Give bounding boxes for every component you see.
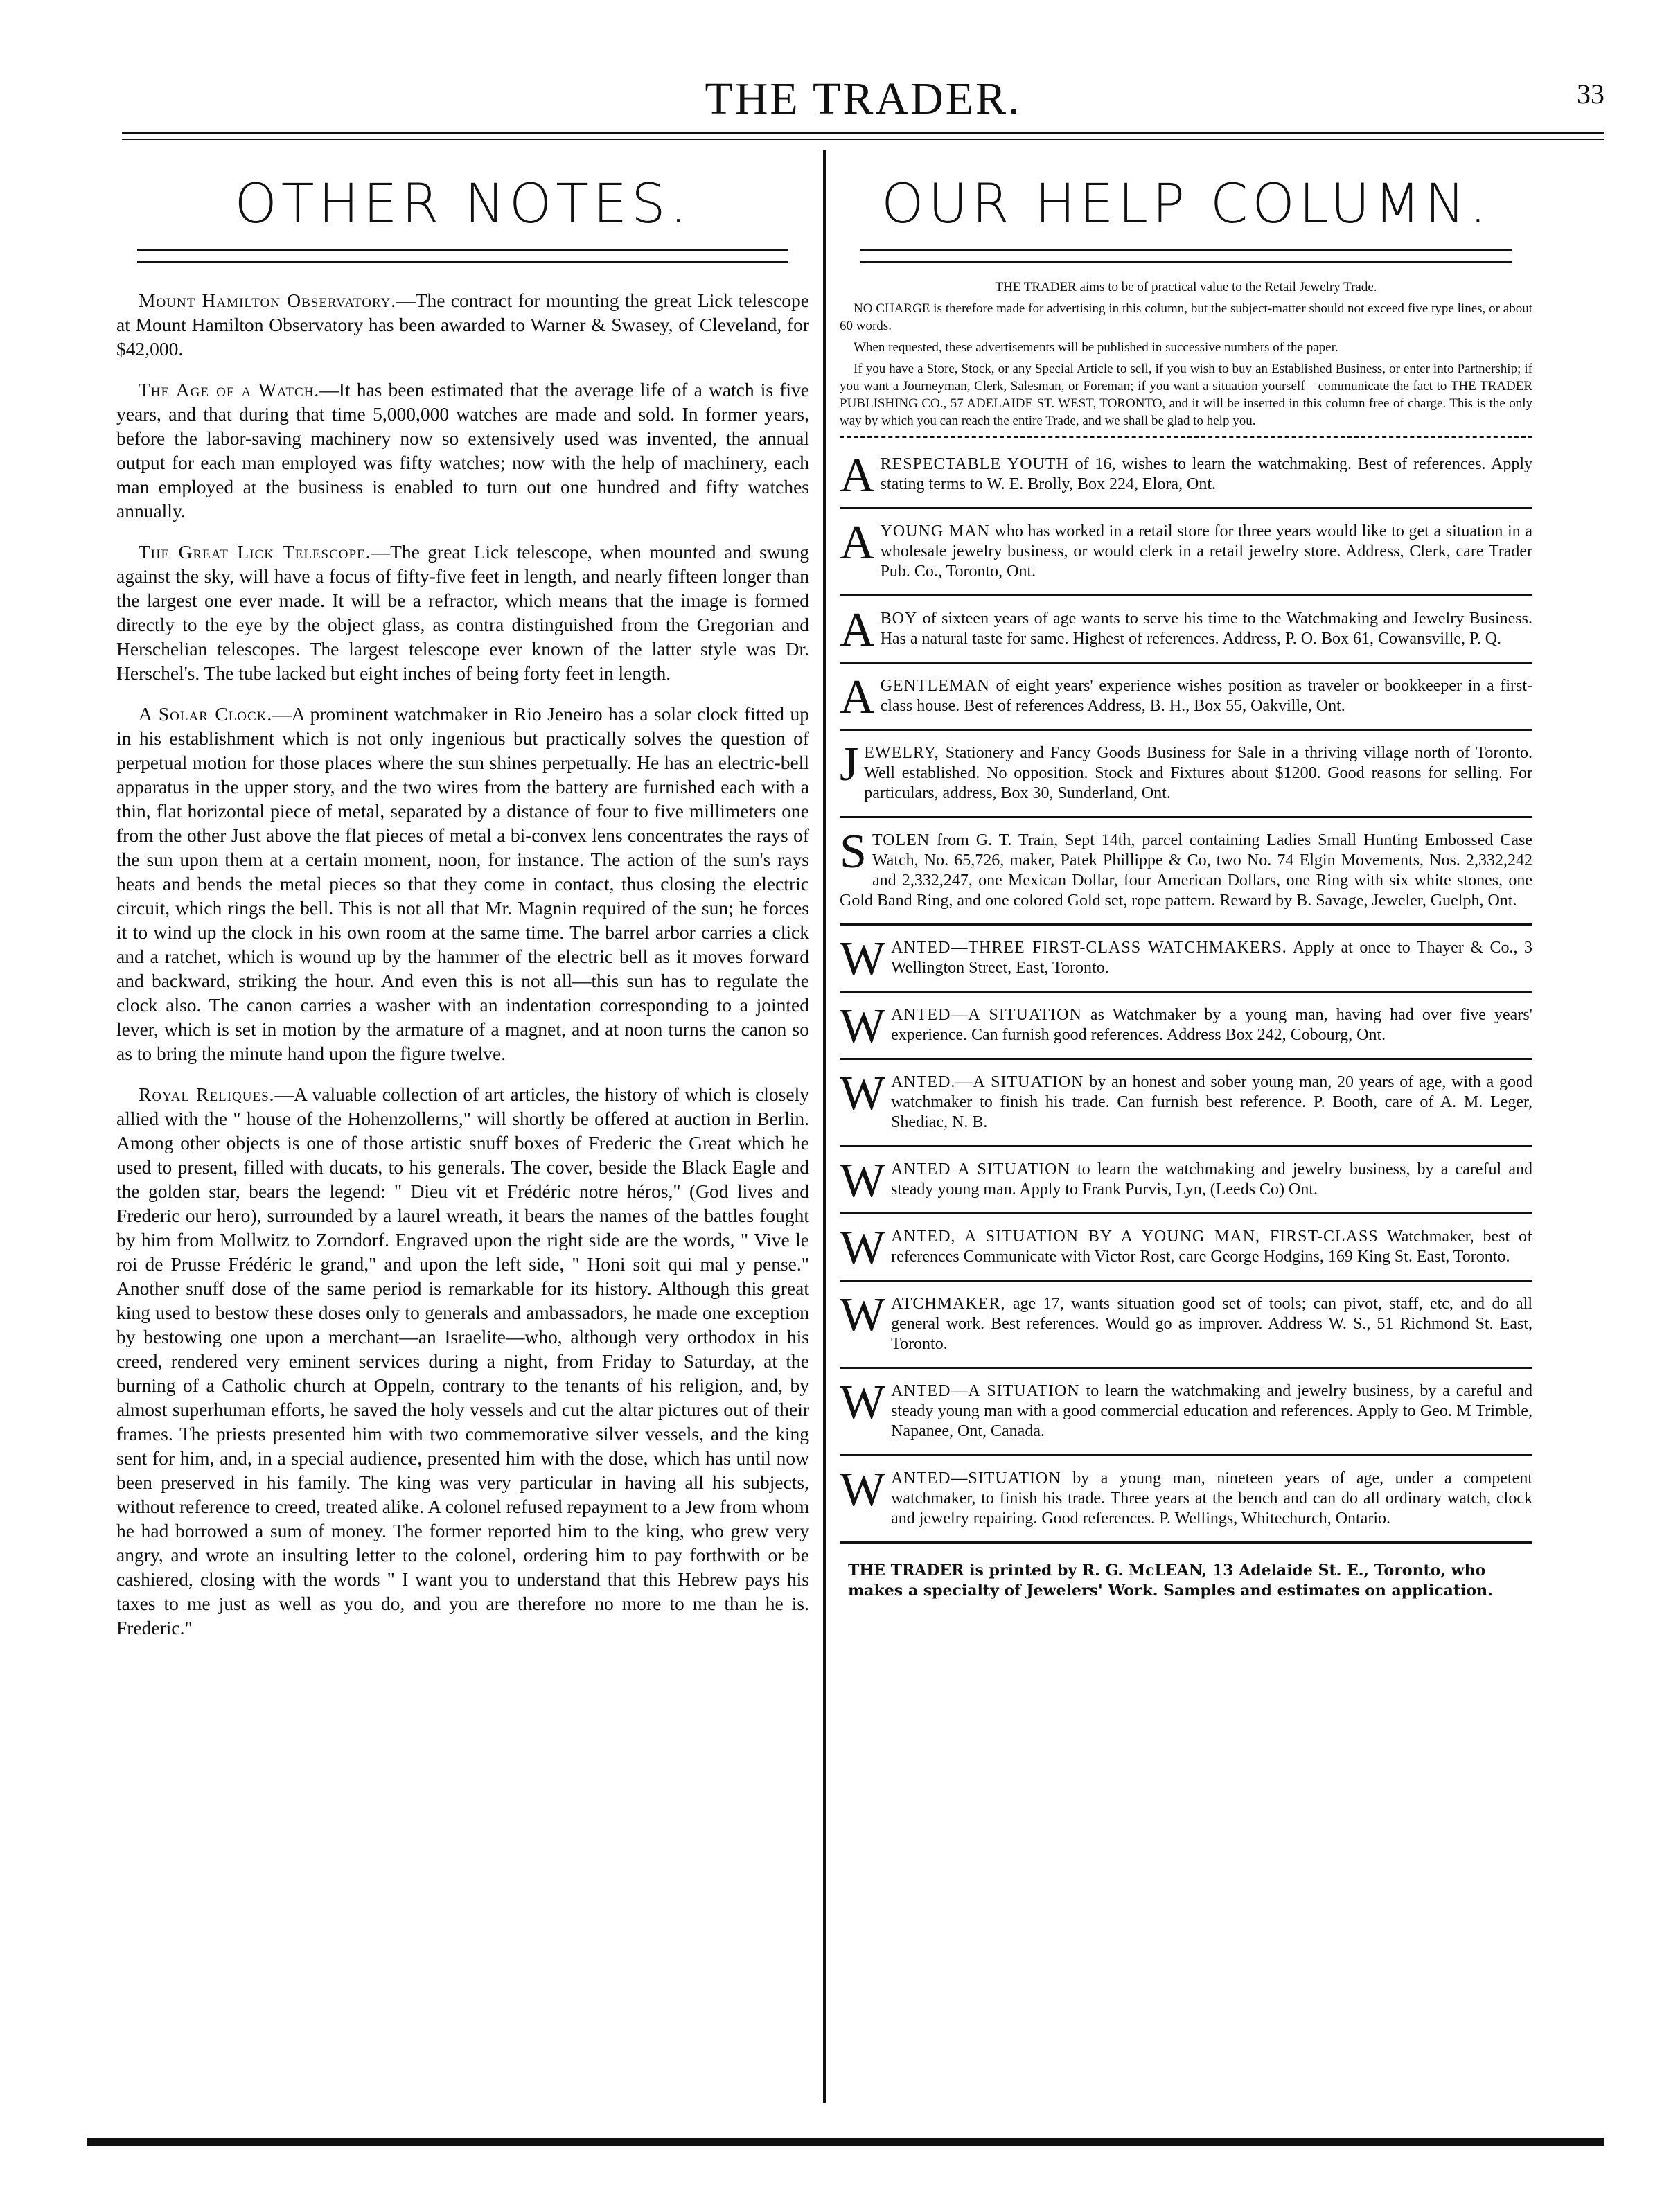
- page-number: 33: [1577, 78, 1604, 109]
- ad-text: who has worked in a retail store for three years would like to get a situation in a wholesale jewelry business, or would clerk in a retail jewelry store. Address, Clerk, care Trader Pub. Co., Toronto, Ont.: [880, 522, 1532, 581]
- classified-ad: [840, 664, 1532, 731]
- note-lead: Royal Reliques.: [139, 1083, 275, 1105]
- note-paragraph: [116, 1082, 809, 1640]
- ad-lead: ATCHMAKER,: [891, 1295, 1006, 1313]
- note-lead: The Great Lick Telescope.: [139, 541, 371, 563]
- drop-cap: W: [840, 932, 886, 986]
- ad-lead: ANTED—THREE FIRST-CLASS WATCHMAKERS.: [891, 939, 1287, 957]
- classified-ad: [840, 1456, 1532, 1544]
- ad-lead: ANTED.—A SITUATION: [891, 1073, 1084, 1091]
- classified-ad: [840, 509, 1532, 596]
- intro-line: If you have a Store, Stock, or any Special Article to sell, if you wish to buy an Established Business, or enter into Partnership; if you want a Journeyman, Clerk, Salesman, or Foreman; if you want a situation yourself—communicate the fact to THE TRADER PUBLISHING CO., 57 ADELAIDE ST. WEST, TORONTO, and it will be inserted in this column free of charge. This is the only way by which you can reach the entire Trade, and we shall be glad to help you.: [840, 362, 1532, 428]
- drop-cap: W: [840, 1376, 886, 1429]
- ad-lead: ANTED—A SITUATION: [891, 1006, 1082, 1024]
- ad-lead: ANTED—SITUATION: [891, 1469, 1061, 1487]
- ad-text: by a young man, nineteen years of age, under a competent watchmaker, to finish his trade. Three years at the bench and can do all ordinary watch, clock and jewelry repairing. Good references. P. Wellings, Whitechurch, Ontario.: [891, 1469, 1532, 1528]
- ad-text: from G. T. Train, Sept 14th, parcel containing Ladies Small Hunting Embossed Case Watch, No. 65,726, maker, Patek Phillippe & Co, two No. 74 Elgin Movements, Nos. 2,332,242 and 2,332,247, one Mexican Dollar, four American Dollars, one Ring with six white stones, one Gold Band Ring, and one colored Gold set, rope pattern. Reward by B. Savage, Jeweler, Guelph, Ont.: [840, 831, 1532, 910]
- note-paragraph: [116, 702, 809, 1065]
- classified-ad: [840, 731, 1532, 818]
- note-text: —The great Lick telescope, when mounted and swung against the sky, will have a focus of fifty-five feet in length, and nearly fifteen longer than the largest one ever made. It will be a refractor, which means that the image is formed directly to the eye by the object glass, as contra distinguished from the Gregorian and Herschelian telescopes. The largest telescope ever known of the latter style was Dr. Herschel's. The tube lacked but eight inches of being forty feet in length.: [116, 541, 809, 684]
- note-text: —The contract for mounting the great Lick telescope at Mount Hamilton Observatory has been awarded to Warner & Swasey, of Cleveland, for $42,000.: [116, 290, 809, 360]
- classified-ad: [840, 1147, 1532, 1214]
- ad-lead: ANTED—A SITUATION: [891, 1382, 1080, 1400]
- ad-text: Watchmaker, best of references Communicate with Victor Rost, care George Hodgins, 169 King St. East, Toronto.: [891, 1228, 1532, 1266]
- intro-line: THE TRADER aims to be of practical value to the Retail Jewelry Trade.: [995, 280, 1377, 294]
- classified-ad: [840, 1060, 1532, 1147]
- note-lead: Mount Hamilton Observatory.: [139, 290, 397, 311]
- drop-cap: W: [840, 1289, 886, 1342]
- note-paragraph: [116, 288, 809, 361]
- ad-lead: TOLEN: [872, 831, 930, 849]
- note-paragraph: [116, 378, 809, 523]
- note-lead: A Solar Clock.: [139, 703, 273, 725]
- intro-line: NO CHARGE is therefore made for advertising in this column, but the subject-matter should not exceed five type lines, or about 60 words.: [840, 301, 1532, 333]
- ad-lead: ANTED, A SITUATION BY A YOUNG MAN, FIRST-CLASS: [891, 1228, 1379, 1246]
- classified-ad: [840, 596, 1532, 664]
- classified-ad: [840, 442, 1532, 509]
- note-text: —It has been estimated that the average life of a watch is five years, and that during that time 5,000,000 watches are made and sold. In former years, before the labor-saving machinery now so extensively used was invented, the annual output for each man employed was fifty watches; now with the help of machinery, each man employed at the business is enabled to turn out one hundred and fifty watches annually.: [116, 379, 809, 522]
- other-notes-column: [116, 150, 809, 1656]
- other-notes-heading: OTHER NOTES.: [234, 173, 691, 236]
- drop-cap: W: [840, 1463, 886, 1516]
- heading-rule: [137, 249, 788, 263]
- drop-cap: A: [840, 671, 875, 724]
- ad-lead: RESPECTABLE YOUTH: [880, 455, 1069, 473]
- ad-text: Apply at once to Thayer & Co., 3 Wellington Street, East, Toronto.: [891, 939, 1532, 977]
- help-column: [840, 150, 1532, 1601]
- classified-ad: [840, 1214, 1532, 1282]
- masthead-rule-top: [122, 132, 1604, 134]
- ad-text: to learn the watchmaking and jewelry business, by a careful and steady young man. Apply to Frank Purvis, Lyn, (Leeds Co) Ont.: [891, 1160, 1532, 1198]
- drop-cap: A: [840, 516, 875, 569]
- ad-text: of 16, wishes to learn the watchmaking. Best of references. Apply stating terms to W. E. Brolly, Box 224, Elora, Ont.: [880, 455, 1532, 493]
- classified-ad: [840, 993, 1532, 1060]
- ad-lead: ANTED A SITUATION: [891, 1160, 1070, 1178]
- drop-cap: S: [840, 825, 867, 878]
- ad-lead: GENTLEMAN: [880, 677, 990, 695]
- classified-ad: [840, 1369, 1532, 1456]
- drop-cap: J: [840, 738, 859, 791]
- drop-cap: A: [840, 603, 875, 657]
- masthead: [122, 71, 1604, 127]
- ad-text: to learn the watchmaking and jewelry business, by a careful and steady young man with a good commercial education and references. Apply to Geo. M Trimble, Napanee, Ont, Canada.: [891, 1382, 1532, 1440]
- ad-lead: YOUNG MAN: [880, 522, 990, 540]
- note-text: —A valuable collection of art articles, the history of which is closely allied with the " house of the Hohenzollerns," will shortly be offered at auction in Berlin. Among other objects is one of those artistic snuff boxes of Frederic the Great which he used to present, filled with ducats, to his generals. The cover, beside the Black Eagle and the golden star, bears the legend: " Dieu vit et Frédéric notre héros," (God lives and Frederic our hero), surrounded by a laurel wreath, it bears the names of the battles fought by him from Mollwitz to Zorndorf. Engraved upon the right side are the words, " Vive le roi de Prusse Frédéric le grand," and upon the left side, " Honi soit qui mal y pense." Another snuff dose of the same period is remarkable for its history. Although this great king used to bestow these doses only to generals and ambassadors, he made one exception by bestowing one upon a merchant—an Israelite—who, although very orthodox in his creed, rendered very eminent services during a night, from Friday to Saturday, at the burning of a Catholic church at Oppeln, contrary to the tenants of his religion, and, by almost superhuman efforts, he saved the holy vessels and cut the altar pictures out of their frames. The priests presented him with two commemorative silver vessels, and the king sent for him, and, in a special audience, presented him with the dose, which has until now been preserved in his family. The king was very particular in having all his subjects, without reference to creed, treated alike. A colonel refused repayment to a Jew from whom he had borrowed a sum of money. The former reported him to the king, who grew very angry, and wrote an insulting letter to the colonel, ordering him to pay forthwith or be cashiered, closing with the words " I want you to understand that this Hebrew pays his taxes to me just as well as you do, and you are therefore no more to me than he is. Frederic.": [116, 1083, 809, 1638]
- column-divider: [823, 150, 826, 2103]
- ad-text: Stationery and Fancy Goods Business for Sale in a thriving village north of Toronto. Well established. No opposition. Stock and Fixtures about $1200. Good reasons for selling. For particulars, address, Box 30, Sunderland, Ont.: [864, 744, 1532, 802]
- classified-ad: [840, 1282, 1532, 1369]
- ad-text: as Watchmaker by a young man, having had over five years' experience. Can furnish good references. Address Box 242, Cobourg, Ont.: [891, 1006, 1532, 1044]
- note-paragraph: [116, 540, 809, 685]
- page-bottom-rule: [87, 2138, 1604, 2146]
- intro-line: When requested, these advertisements will be published in successive numbers of the paper.: [854, 340, 1338, 355]
- note-lead: The Age of a Watch.: [139, 379, 320, 400]
- heading-rule: [860, 249, 1512, 263]
- intro-rule: [840, 436, 1532, 438]
- ad-text: age 17, wants situation good set of tools; can pivot, staff, etc, and do all general work. Best references. Would go as improver. Address W. S., 51 Richmond St. East, Toronto.: [891, 1295, 1532, 1353]
- drop-cap: W: [840, 1000, 886, 1053]
- ad-text: of sixteen years of age wants to serve his time to the Watchmaking and Jewelry Business. Has a natural taste for same. Highest of references. Address, P. O. Box 61, Cowansville, P. Q.: [880, 610, 1532, 648]
- drop-cap: W: [840, 1067, 886, 1120]
- classified-ad: [840, 926, 1532, 993]
- publication-title: THE TRADER.: [705, 73, 1022, 124]
- masthead-rule-bottom: [122, 139, 1604, 140]
- help-column-heading: OUR HELP COLUMN.: [881, 173, 1491, 236]
- ad-text: of eight years' experience wishes position as traveler or bookkeeper in a first-class house. Best of references Address, B. H., Box 55, Oakville, Ont.: [880, 677, 1532, 715]
- classified-ad: [840, 818, 1532, 926]
- ad-lead: BOY: [880, 610, 918, 628]
- drop-cap: W: [840, 1154, 886, 1207]
- drop-cap: A: [840, 449, 875, 502]
- drop-cap: W: [840, 1221, 886, 1275]
- ad-text: by an honest and sober young man, 20 years of age, with a good watchmaker to finish his trade. Can furnish best reference. P. Booth, care of A. M. Leger, Shediac, N. B.: [891, 1073, 1532, 1131]
- printer-notice: THE TRADER is printed by R. G. McLEAN, 13 Adelaide St. E., Toronto, who makes a specialty of Jewelers' Work. Samples and estimates on application.: [848, 1561, 1493, 1600]
- note-text: —A prominent watchmaker in Rio Jeneiro has a solar clock fitted up in his establishment which is not only ingenious but practically solves the question of perpetual motion for those places where the sun shines perpetually. He has an electric-bell apparatus in the upper story, and the two wires from the battery are furnished each with a thin, flat horizontal piece of metal, separated by a distance of four to five millimeters one from the other Just above the flat pieces of metal a bi-convex lens concentrates the rays of the sun upon them at a certain moment, noon, for instance. The action of the sun's rays heats and bends the metal pieces so that they come in contact, thus closing the electric circuit, which rings the bell. This is not all that Mr. Magnin required of the sun; he forces it to wind up the clock in his own room at the same time. The barrel arbor carries a click and a ratchet, which is wound up by the hammer of the electric bell as it moves forward and backward, striking the hour. And even this is not all—this sun has to regulate the clock also. The canon carries a washer with an indentation corresponding to a jointed lever, which is set in motion by the armature of a magnet, and at noon turns the canon so as to bring the minute hand upon the figure twelve.: [116, 703, 809, 1064]
- ad-lead: EWELRY,: [864, 744, 939, 762]
